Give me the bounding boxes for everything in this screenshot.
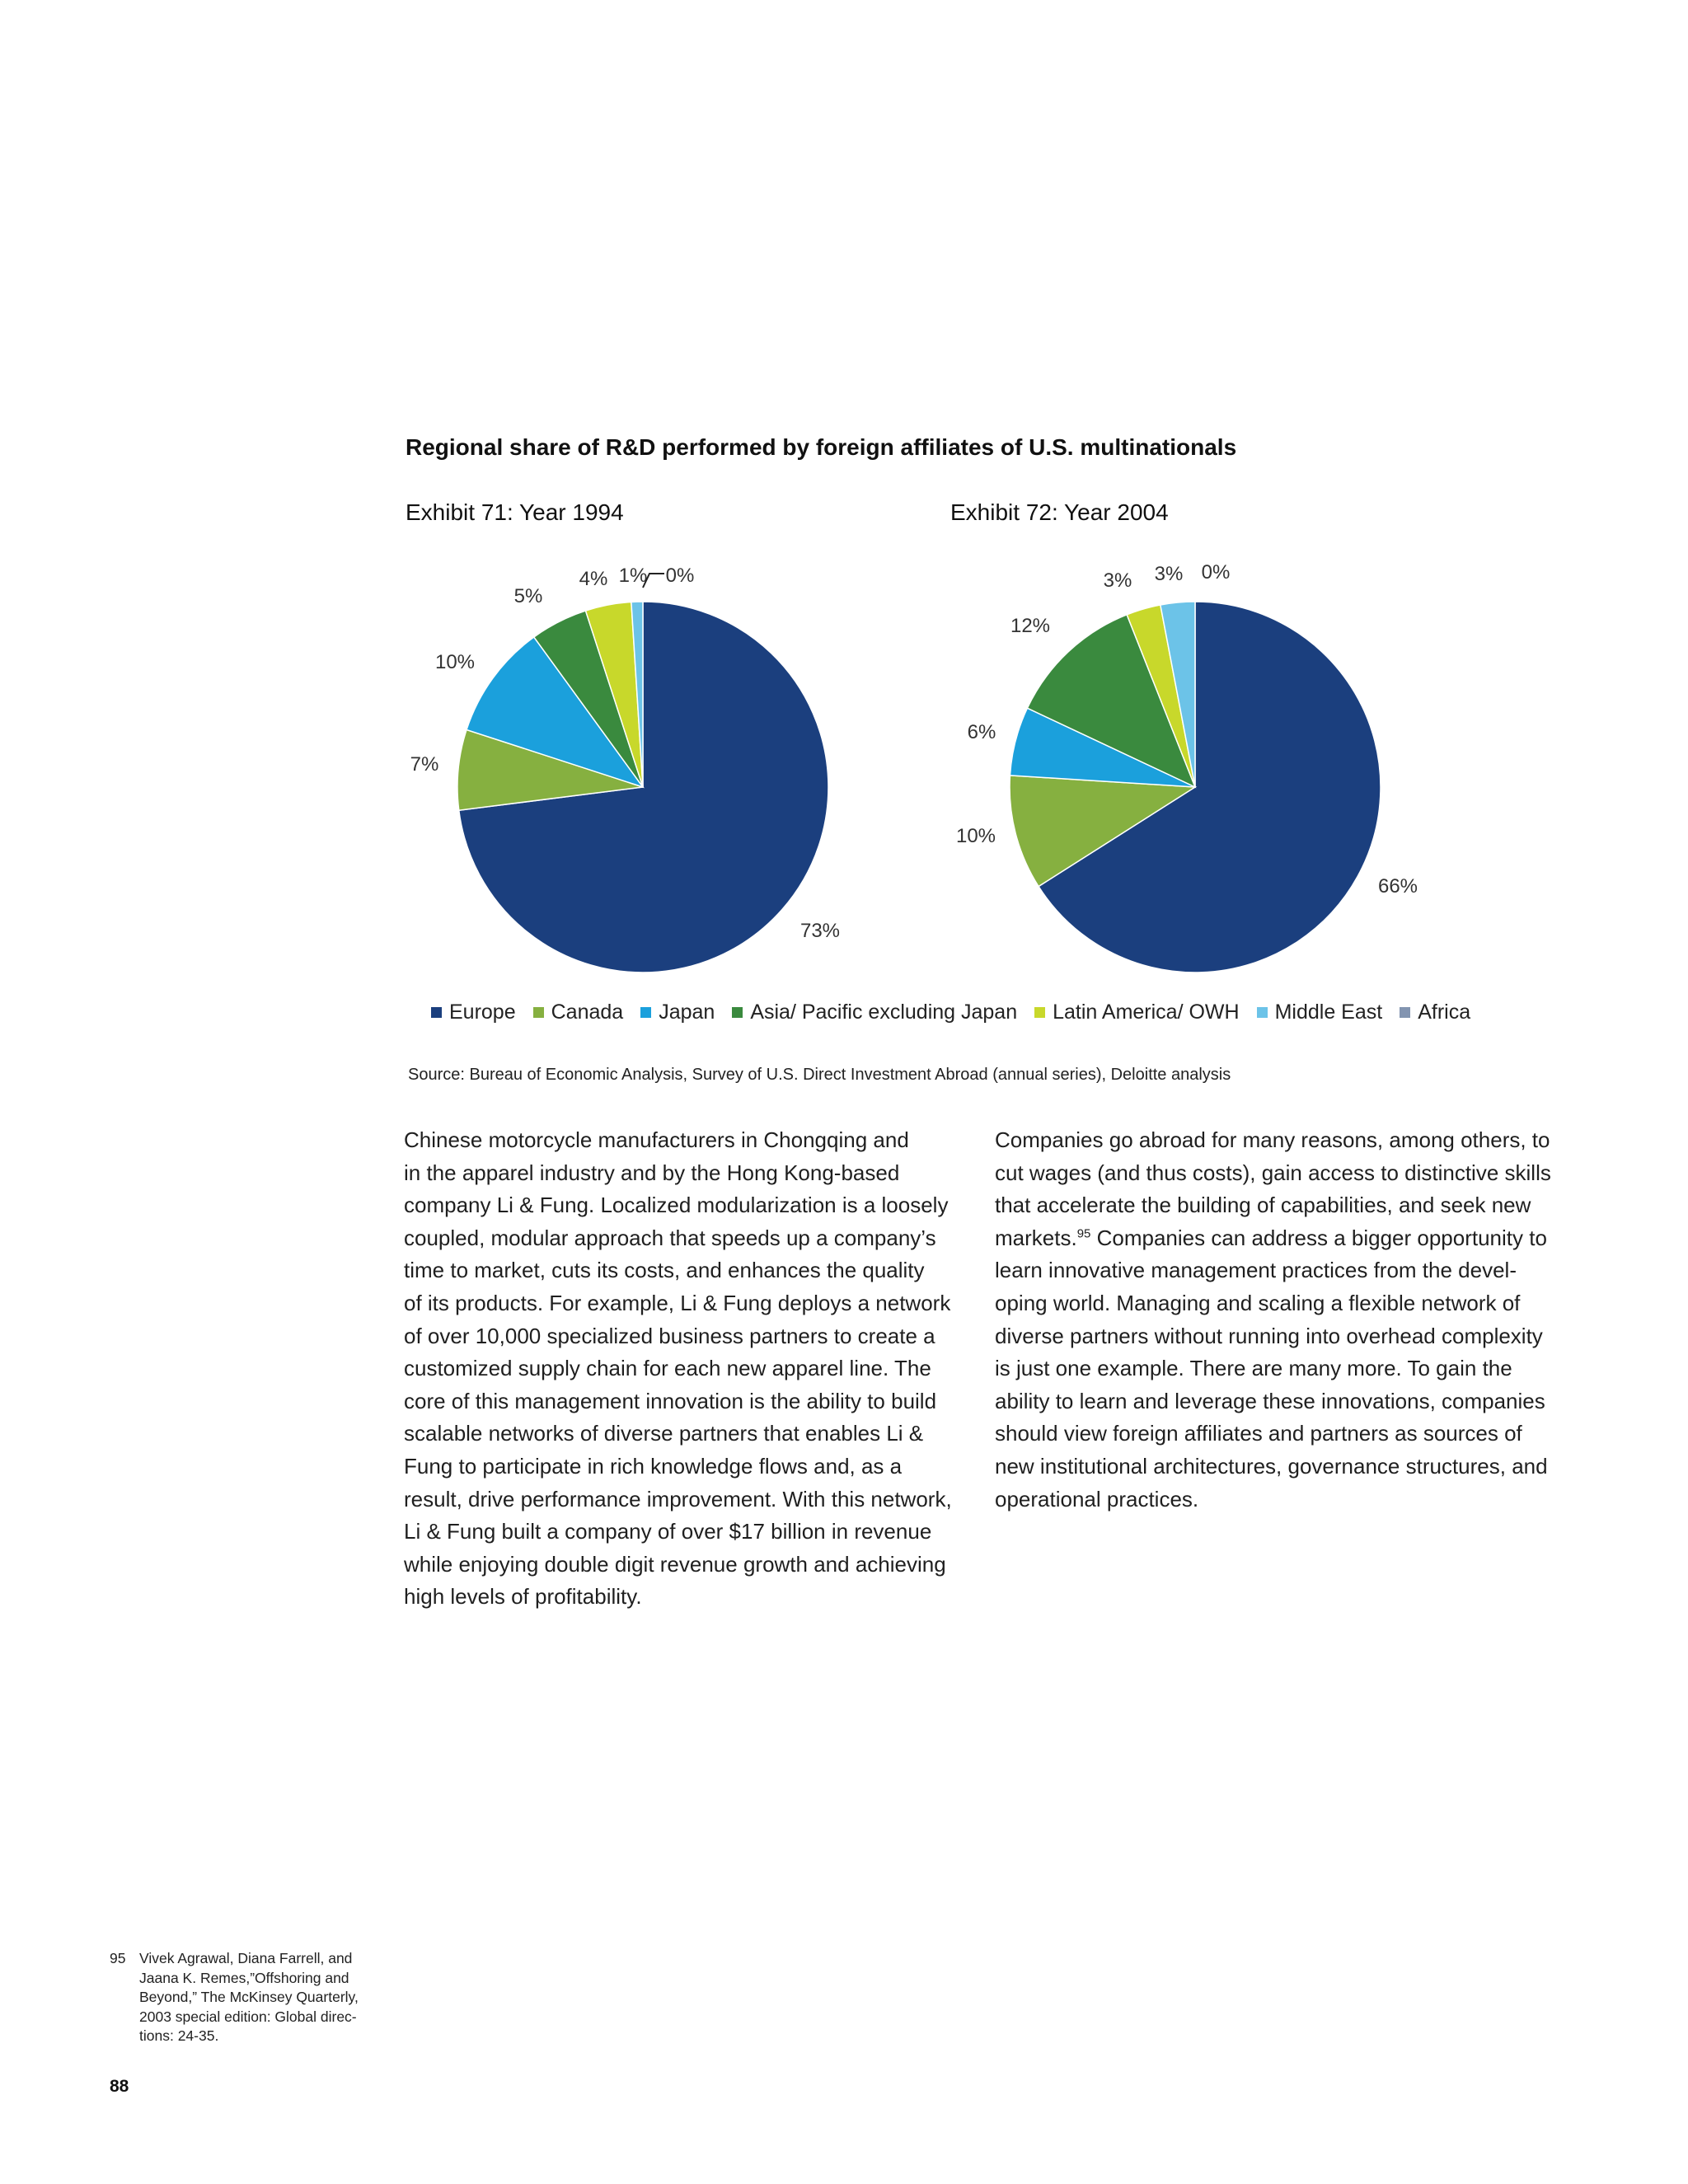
text-line: Chinese motorcycle manufacturers in Chongqing and — [404, 1127, 909, 1152]
footnote-line: Vivek Agrawal, Diana Farrell, and — [139, 1950, 353, 1966]
legend-item — [1257, 1001, 1383, 1024]
figure-title: Regional share of R&D performed by foreign affiliates of U.S. multinationals — [406, 434, 1237, 460]
slice-label: 3% — [1154, 563, 1184, 585]
legend-item — [431, 1001, 516, 1024]
text-line: ability to learn and leverage these innovations, companies — [995, 1388, 1545, 1413]
slice-label: 0% — [665, 565, 695, 587]
slice-label: 10% — [955, 825, 996, 847]
slice-label: 6% — [967, 721, 996, 743]
legend-label: Latin America/ OWH — [1053, 1001, 1240, 1024]
figure-source: Source: Bureau of Economic Analysis, Survey of U.S. Direct Investment Abroad (annual series), Deloitte analysis — [408, 1066, 1231, 1084]
legend-swatch — [1034, 1007, 1045, 1018]
exhibit-71-title: Exhibit 71: Year 1994 — [406, 499, 624, 525]
legend-swatch — [533, 1007, 544, 1018]
text-line: while enjoying double digit revenue growth and achieving — [404, 1551, 946, 1577]
pie-charts — [0, 0, 1688, 1005]
text-line: cut wages (and thus costs), gain access to distinctive skills — [995, 1160, 1551, 1185]
footnote-line: Jaana K. Remes,”Offshoring and — [139, 1969, 349, 1986]
text-line: result, drive performance improvement. With this network, — [404, 1486, 952, 1511]
slice-label: 4% — [579, 568, 608, 590]
legend-label: Europe — [449, 1001, 516, 1024]
text-line: that accelerate the building of capabilities, and seek new — [995, 1193, 1531, 1218]
legend-label: Japan — [659, 1001, 715, 1024]
text-line: of its products. For example, Li & Fung deploys a network — [404, 1290, 951, 1315]
body-column-right — [995, 1124, 1551, 1516]
legend-swatch — [640, 1007, 651, 1018]
text-line: Companies go abroad for many reasons, among others, to — [995, 1127, 1550, 1152]
exhibit-72-title: Exhibit 72: Year 2004 — [950, 499, 1169, 525]
legend-swatch — [732, 1007, 743, 1018]
slice-label: 0% — [1201, 561, 1231, 583]
legend-label: Canada — [551, 1001, 624, 1024]
text-line: in the apparel industry and by the Hong Kong-based — [404, 1160, 900, 1185]
text-line: of over 10,000 specialized business partners to create a — [404, 1323, 935, 1348]
footnote-line: 2003 special edition: Global direc- — [139, 2008, 357, 2025]
slice-label: 12% — [1010, 615, 1051, 637]
legend-swatch — [1257, 1007, 1268, 1018]
text-line: oping world. Managing and scaling a flexible network of — [995, 1290, 1521, 1315]
footnote-line: Beyond,” The McKinsey Quarterly, — [139, 1989, 359, 2005]
slice-label: 7% — [410, 753, 439, 776]
footnote-number: 95 — [110, 1950, 126, 1966]
text-line: operational practices. — [995, 1486, 1199, 1511]
slice-label: 5% — [513, 585, 543, 607]
legend-item — [732, 1001, 1017, 1024]
slice-label: 1% — [618, 565, 648, 587]
legend-swatch — [431, 1007, 442, 1018]
slice-label: 66% — [1377, 875, 1418, 898]
legend-label: Middle East — [1274, 1001, 1383, 1024]
text-line: company Li & Fung. Localized modularization is a loosely — [404, 1193, 949, 1218]
legend-item — [1400, 1001, 1470, 1024]
legend-item — [640, 1001, 715, 1024]
footnote-reference: 95 — [1076, 1226, 1091, 1241]
text-line: Fung to participate in rich knowledge flows and, as a — [404, 1453, 903, 1479]
footnote-line: tions: 24-35. — [139, 2027, 219, 2044]
legend-item — [1034, 1001, 1239, 1024]
text-line: scalable networks of diverse partners that enables Li & — [404, 1421, 924, 1446]
legend-swatch — [1400, 1007, 1410, 1018]
legend-label: Asia/ Pacific excluding Japan — [750, 1001, 1018, 1024]
footnote-text — [139, 1949, 359, 2046]
text-line: coupled, modular approach that speeds up a company’s — [404, 1225, 936, 1250]
chart-legend — [431, 1001, 1488, 1024]
page-number: 88 — [110, 2077, 129, 2096]
slice-label: 10% — [434, 651, 476, 673]
text-line: time to market, cuts its costs, and enhances the quality — [404, 1258, 925, 1283]
text-line: core of this management innovation is the ability to build — [404, 1388, 937, 1413]
text-line: new institutional architectures, governance structures, and — [995, 1453, 1548, 1479]
legend-item — [533, 1001, 624, 1024]
text-line — [995, 1222, 1551, 1255]
text-line: high levels of profitability. — [404, 1584, 642, 1610]
text-segment: markets. — [995, 1225, 1077, 1250]
text-segment: Companies can address a bigger opportunity to — [1090, 1225, 1547, 1250]
text-line: learn innovative management practices from the devel- — [995, 1258, 1517, 1283]
legend-label: Africa — [1418, 1001, 1471, 1024]
body-column-left — [404, 1124, 952, 1614]
text-line: is just one example. There are many more. To gain the — [995, 1356, 1512, 1381]
text-line: customized supply chain for each new apparel line. The — [404, 1356, 931, 1381]
slice-label: 3% — [1103, 569, 1132, 592]
text-line: diverse partners without running into overhead complexity — [995, 1323, 1543, 1348]
slice-label: 73% — [799, 920, 841, 942]
text-line: Li & Fung built a company of over $17 billion in revenue — [404, 1519, 932, 1544]
text-line: should view foreign affiliates and partners as sources of — [995, 1421, 1522, 1446]
pie-chart-1994 — [410, 565, 840, 972]
pie-chart-2004 — [956, 561, 1418, 972]
